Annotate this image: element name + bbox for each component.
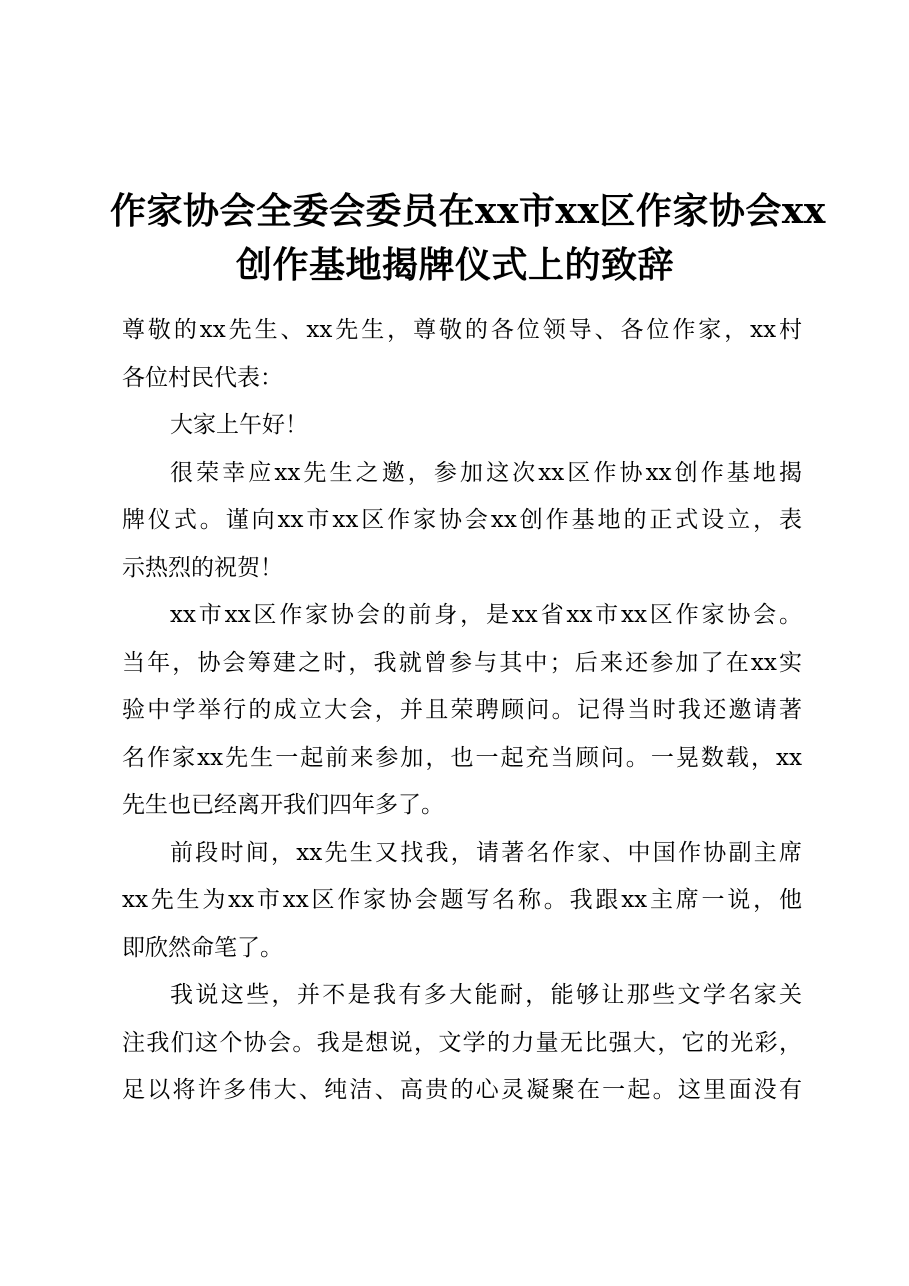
paragraph-line: 前段时间，xx先生又找我，请著名作家、中国作协副主席 <box>170 839 802 866</box>
paragraph-line: 我说这些，并不是我有多大能耐，能够让那些文学名家关 <box>170 982 802 1008</box>
salutation-line-1: 尊敬的xx先生、xx先生，尊敬的各位领导、各位作家，xx村 <box>122 317 802 343</box>
paragraph-line: 当年，协会筹建之时，我就曾参与其中；后来还参加了在xx实 <box>122 649 802 676</box>
title-line-2: 创作基地揭牌仪式上的致辞 <box>235 244 674 286</box>
title-line-1: 作家协会全委会委员在xx市xx区作家协会xx <box>110 190 826 232</box>
greeting-line: 大家上午好！ <box>170 412 308 438</box>
paragraph-line: 示热烈的祝贺！ <box>122 554 283 581</box>
salutation-line-2: 各位村民代表： <box>122 364 283 391</box>
paragraph-line: 先生也已经离开我们四年多了。 <box>122 792 444 818</box>
paragraph-line: 即欣然命笔了。 <box>122 934 283 961</box>
paragraph-line: 足以将许多伟大、纯洁、高贵的心灵凝聚在一起。这里面没有 <box>122 1077 802 1103</box>
paragraph-line: 注我们这个协会。我是想说，文学的力量无比强大，它的光彩， <box>122 1029 802 1056</box>
paragraph-line: xx市xx区作家协会的前身，是xx省xx市xx区作家协会。 <box>170 602 802 628</box>
paragraph-line: 验中学举行的成立大会，并且荣聘顾问。记得当时我还邀请著 <box>122 697 802 723</box>
document-body <box>122 307 802 1115</box>
paragraph-line: 名作家xx先生一起前来参加，也一起充当顾问。一晃数载，xx <box>122 744 802 771</box>
paragraph-line: 很荣幸应xx先生之邀，参加这次xx区作协xx创作基地揭 <box>170 459 802 486</box>
document-title <box>110 184 826 292</box>
paragraph-line: xx先生为xx市xx区作家协会题写名称。我跟xx主席一说，他 <box>122 887 802 913</box>
paragraph-line: 牌仪式。谨向xx市xx区作家协会xx创作基地的正式设立，表 <box>122 507 802 533</box>
